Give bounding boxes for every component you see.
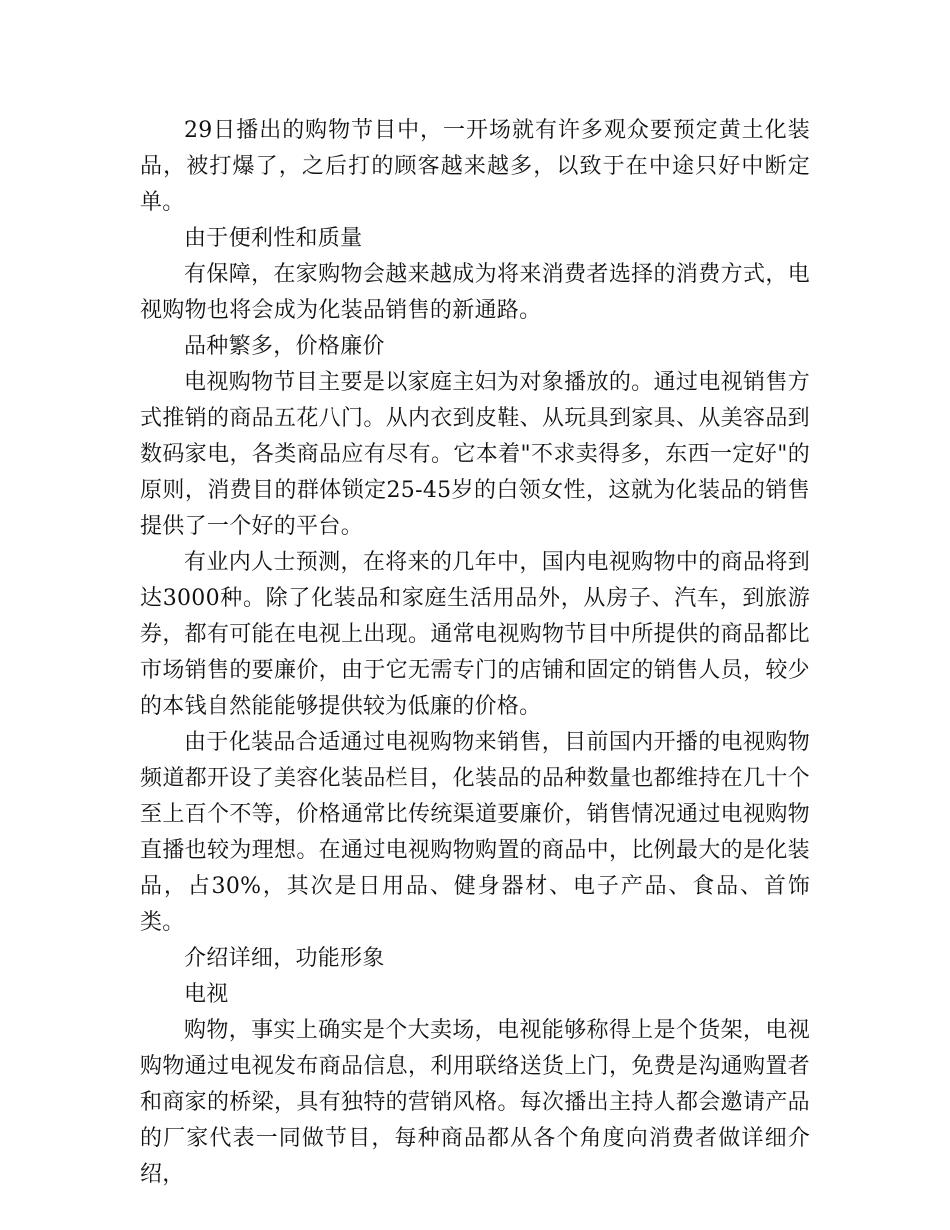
section-heading: 品种繁多，价格廉价 — [184, 334, 385, 359]
paragraph: 29日播出的购物节目中，一开场就有许多观众要预定黄土化装品，被打爆了，之后打的顾客越来越多，以致于在中途只好中断定单。 — [140, 118, 810, 215]
document-body — [140, 113, 810, 1193]
paragraph: 有业内人士预测，在将来的几年中，国内电视购物中的商品将到达3000种。除了化装品和家庭生活用品外，从房子、汽车，到旅游券，都有可能在电视上出现。通常电视购物节目中所提供的商品都比市场销售的要廉价，由于它无需专门的店铺和固定的销售人员，较少的本钱自然能能够提供较为低廉的价格。 — [140, 550, 810, 719]
section-heading: 由于便利性和质量 — [184, 226, 363, 251]
paragraph: 有保障，在家购物会越来越成为将来消费者选择的消费方式，电视购物也将会成为化装品销售的新通路。 — [140, 262, 810, 323]
paragraph: 购物，事实上确实是个大卖场，电视能够称得上是个货架，电视购物通过电视发布商品信息，利用联络送货上门，免费是沟通购置者和商家的桥梁，具有独特的营销风格。每次播出主持人都会邀请产品的厂家代表一同做节目，每种商品都从各个角度向消费者做详细介绍， — [140, 1018, 810, 1187]
section-heading: 电视 — [184, 982, 229, 1007]
paragraph: 电视购物节目主要是以家庭主妇为对象播放的。通过电视销售方式推销的商品五花八门。从内衣到皮鞋、从玩具到家具、从美容品到数码家电，各类商品应有尽有。它本着"不求卖得多，东西一定好"的原则，消费目的群体锁定25-45岁的白领女性，这就为化装品的销售提供了一个好的平台。 — [140, 370, 810, 539]
paragraph: 由于化装品合适通过电视购物来销售，目前国内开播的电视购物频道都开设了美容化装品栏目，化装品的品种数量也都维持在几十个至上百个不等，价格通常比传统渠道要廉价，销售情况通过电视购物直播也较为理想。在通过电视购物购置的商品中，比例最大的是化装品，占30%，其次是日用品、健身器材、电子产品、食品、首饰类。 — [140, 730, 810, 935]
section-heading: 介绍详细，功能形象 — [184, 946, 385, 971]
